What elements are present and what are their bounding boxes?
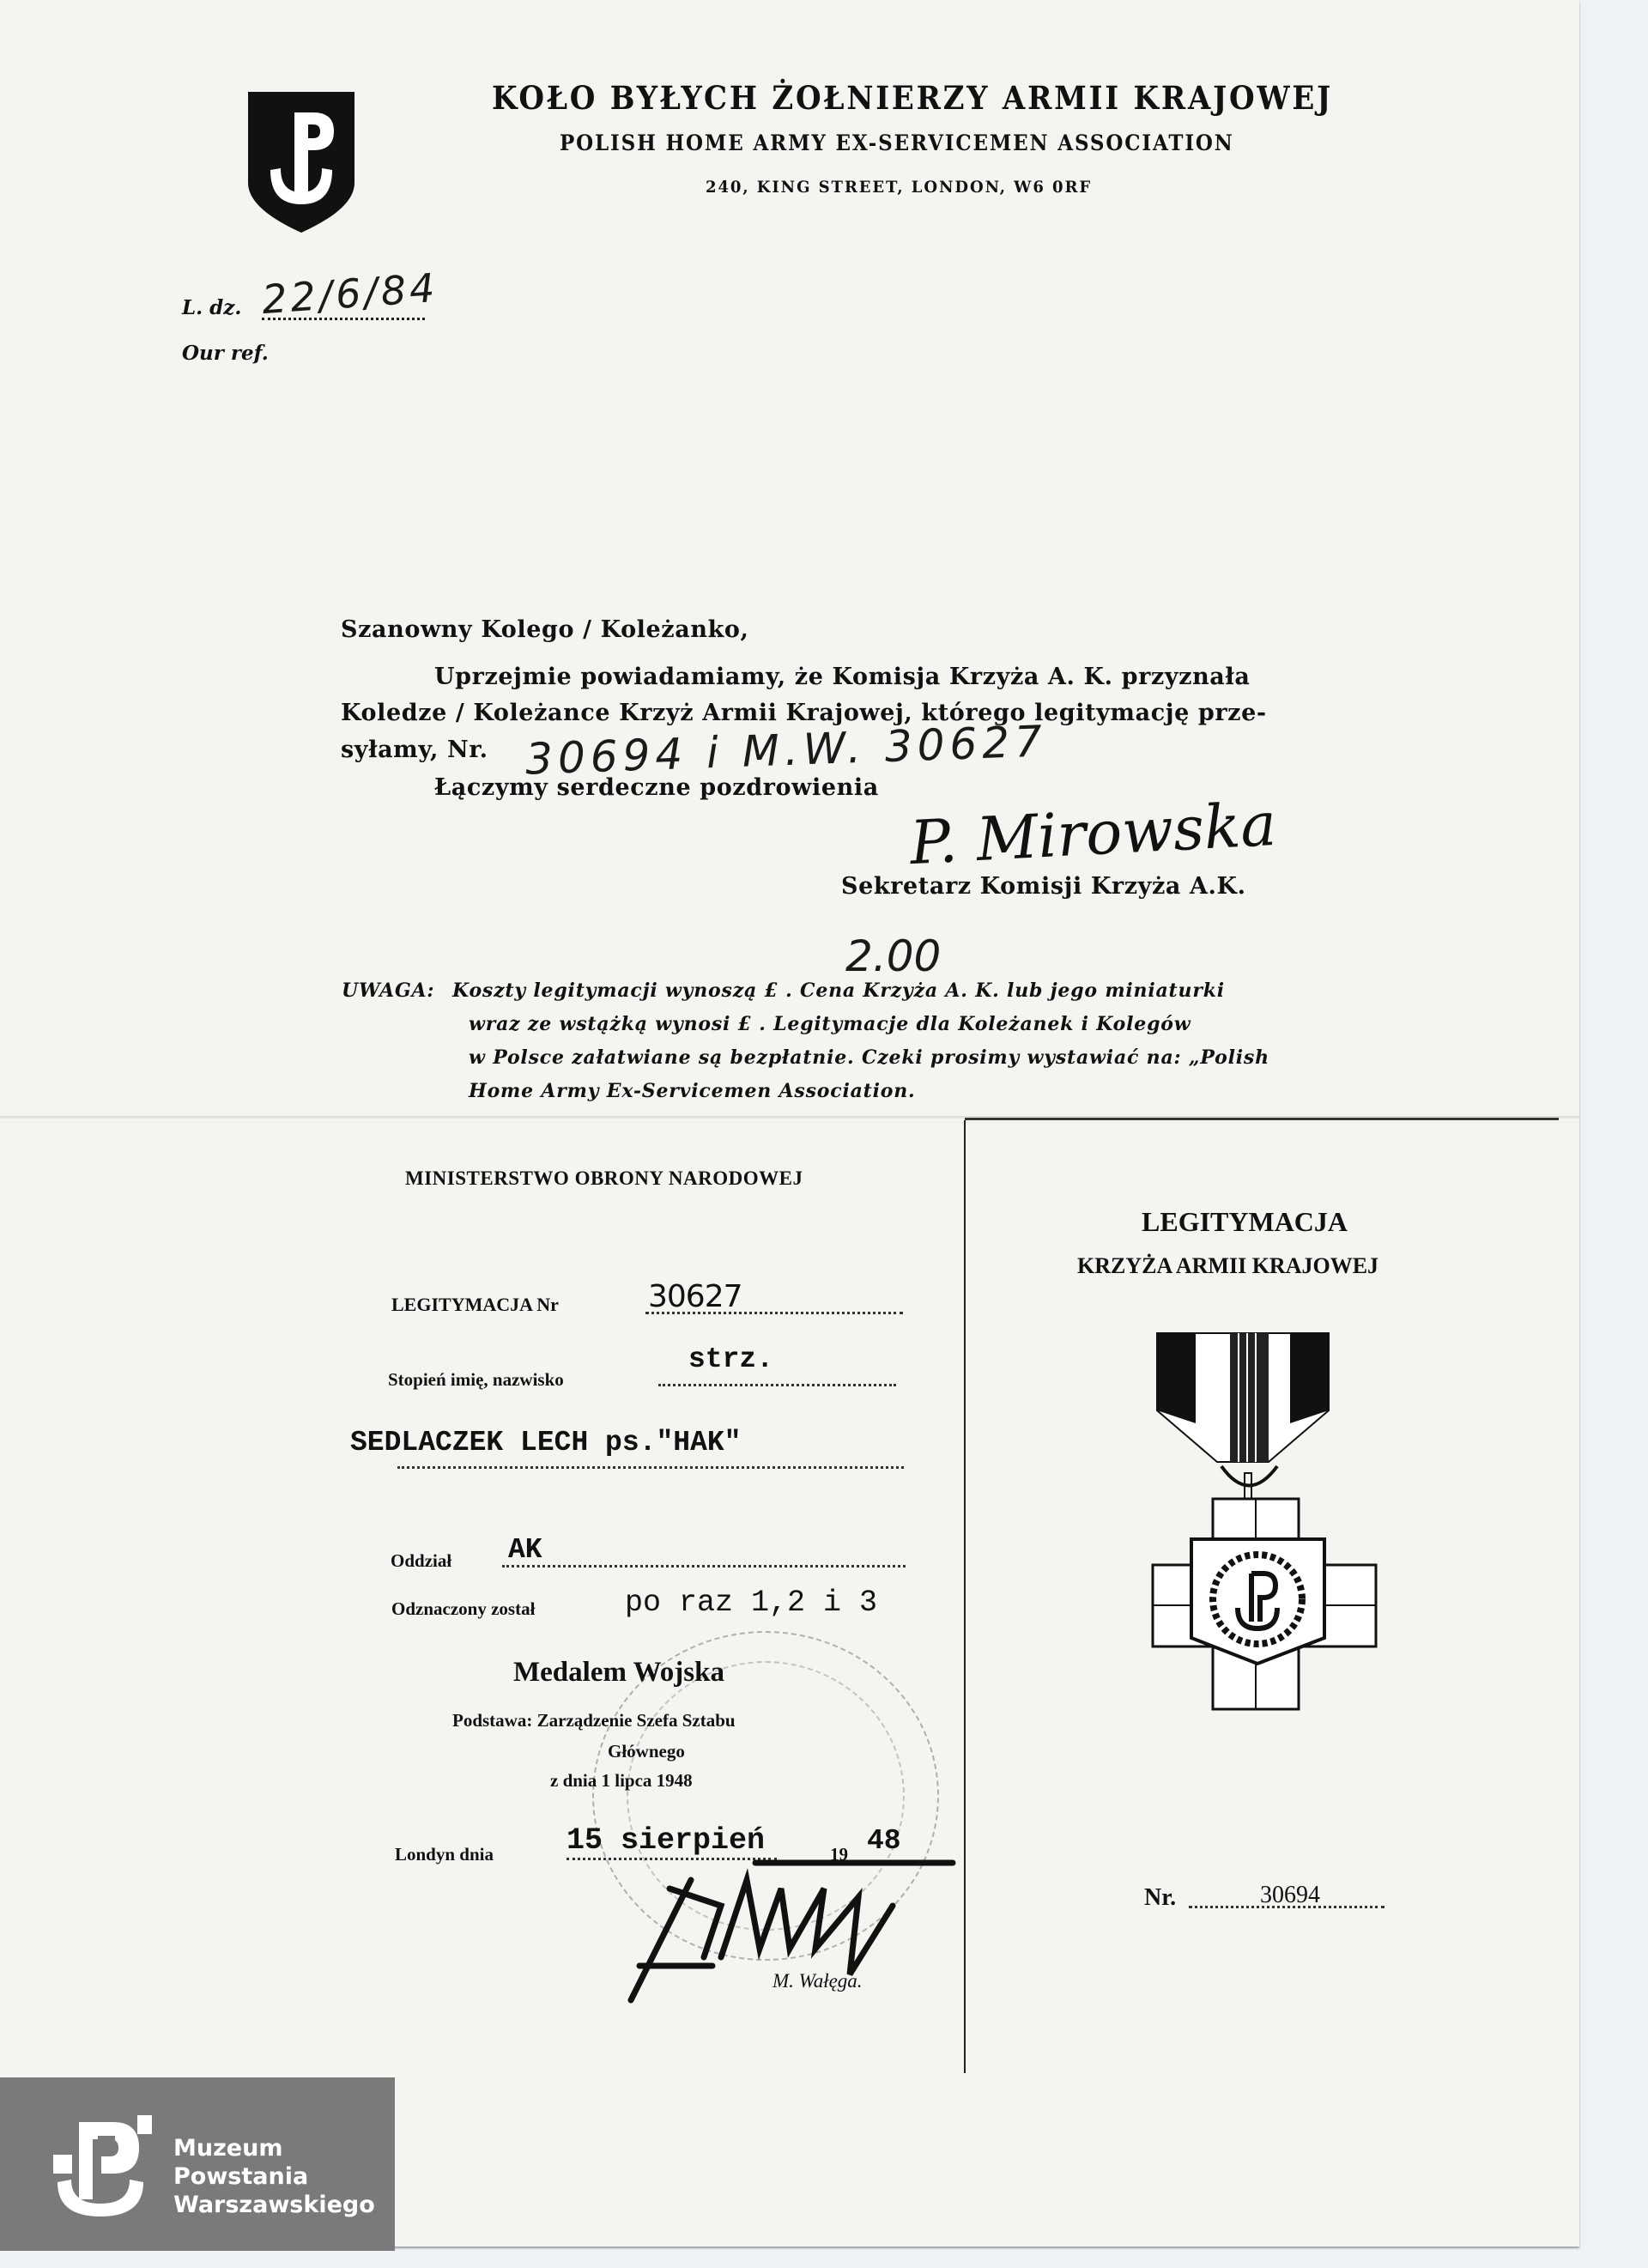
right-title: LEGITYMACJA [1142, 1206, 1348, 1237]
signatory-name: M. Wałęga. [772, 1970, 863, 1992]
letterhead-title: KOŁO BYŁYCH ŻOŁNIERZY ARMII KRAJOWEJ [492, 79, 1333, 117]
ld-label: L. dz. [182, 296, 242, 319]
museum-name-line-1: Muzeum [173, 2135, 283, 2162]
legitymacja-nr: 30627 [648, 1279, 742, 1314]
kotwica-shield-icon [245, 88, 358, 234]
signature-mirowska: P. Mirowska [908, 788, 1278, 879]
basis-line-2: Głównego [608, 1741, 685, 1762]
unit-dots [502, 1565, 906, 1568]
medal-name: Medalem Wojska [513, 1657, 724, 1688]
museum-name-line-2: Powstania [173, 2163, 309, 2190]
letterhead-address: 240, KING STREET, LONDON, W6 0RF [706, 178, 1093, 197]
legitymacja-label: LEGITYMACJA Nr [391, 1294, 559, 1315]
decorated-label: Odznaczony został [391, 1598, 536, 1619]
handwritten-fee: 2.00 [845, 931, 942, 981]
museum-name-line-3: Warszawskiego [173, 2192, 375, 2218]
decorated-value: po raz 1,2 i 3 [625, 1586, 878, 1620]
horizontal-divider [965, 1118, 1559, 1120]
right-nr-label: Nr. [1144, 1884, 1177, 1911]
note-line-3: w Polsce załatwiane są bezpłatnie. Czeki prosimy wystawiać na: „Polish [469, 1046, 1269, 1069]
rank-label: Stopień imię, nazwisko [388, 1369, 564, 1390]
note-line-1: Koszty legitymacji wynoszą £ . Cena Krzyża A. K. lub jego miniaturki [452, 979, 1225, 1002]
ld-dotted-line [262, 318, 425, 320]
vertical-divider [964, 1120, 966, 2073]
our-ref-label: Our ref. [182, 342, 269, 365]
basis-line-1: Podstawa: Zarządzenie Szefa Sztabu [452, 1710, 736, 1731]
note-label: UWAGA: [342, 979, 435, 1002]
closing: Łączymy serdeczne pozdrowienia [434, 774, 879, 801]
ld-value: 22/6/84 [260, 264, 439, 324]
museum-logo-icon [53, 2113, 152, 2221]
museum-name [173, 2134, 375, 2219]
unit-value: AK [508, 1534, 542, 1566]
body-line-3: syłamy, Nr. [341, 737, 488, 763]
salutation: Szanowny Kolego / Koleżanko, [341, 616, 749, 643]
note-line-4: Home Army Ex-Servicemen Association. [469, 1080, 916, 1102]
basis-line-3: z dnia 1 lipca 1948 [550, 1770, 693, 1791]
body-line-2: Koledze / Koleżance Krzyż Armii Krajowej, którego legitymację prze- [341, 700, 1267, 726]
rank-value: strz. [688, 1343, 774, 1375]
ministry-title: MINISTERSTWO OBRONY NARODOWEJ [405, 1167, 803, 1189]
signatory-title: Sekretarz Komisji Krzyża A.K. [841, 873, 1246, 900]
year-suffix: 48 [867, 1825, 901, 1857]
unit-label: Oddział [391, 1550, 452, 1571]
note-line-2: wraz ze wstążką wynosi £ . Legitymacje dla Koleżanek i Kolegów [469, 1013, 1191, 1035]
handwritten-numbers: 30694 i M.W. 30627 [524, 716, 1048, 785]
right-nr-value: 30694 [1260, 1882, 1320, 1908]
date-day-month: 15 sierpień [566, 1823, 766, 1858]
name-value: SEDLACZEK LECH ps."HAK" [350, 1427, 742, 1458]
letterhead-subtitle: POLISH HOME ARMY EX-SERVICEMEN ASSOCIATION [560, 130, 1234, 155]
name-dots [397, 1466, 904, 1469]
year-prefix: 19 [830, 1844, 848, 1865]
rank-dots [658, 1384, 896, 1386]
home-army-cross-icon [1148, 1329, 1378, 1715]
body-line-1: Uprzejmie powiadamiamy, że Komisja Krzyża A. K. przyznała [434, 664, 1251, 690]
right-subtitle: KRZYŻA ARMII KRAJOWEJ [1077, 1253, 1379, 1278]
place-label: Londyn dnia [395, 1844, 494, 1865]
